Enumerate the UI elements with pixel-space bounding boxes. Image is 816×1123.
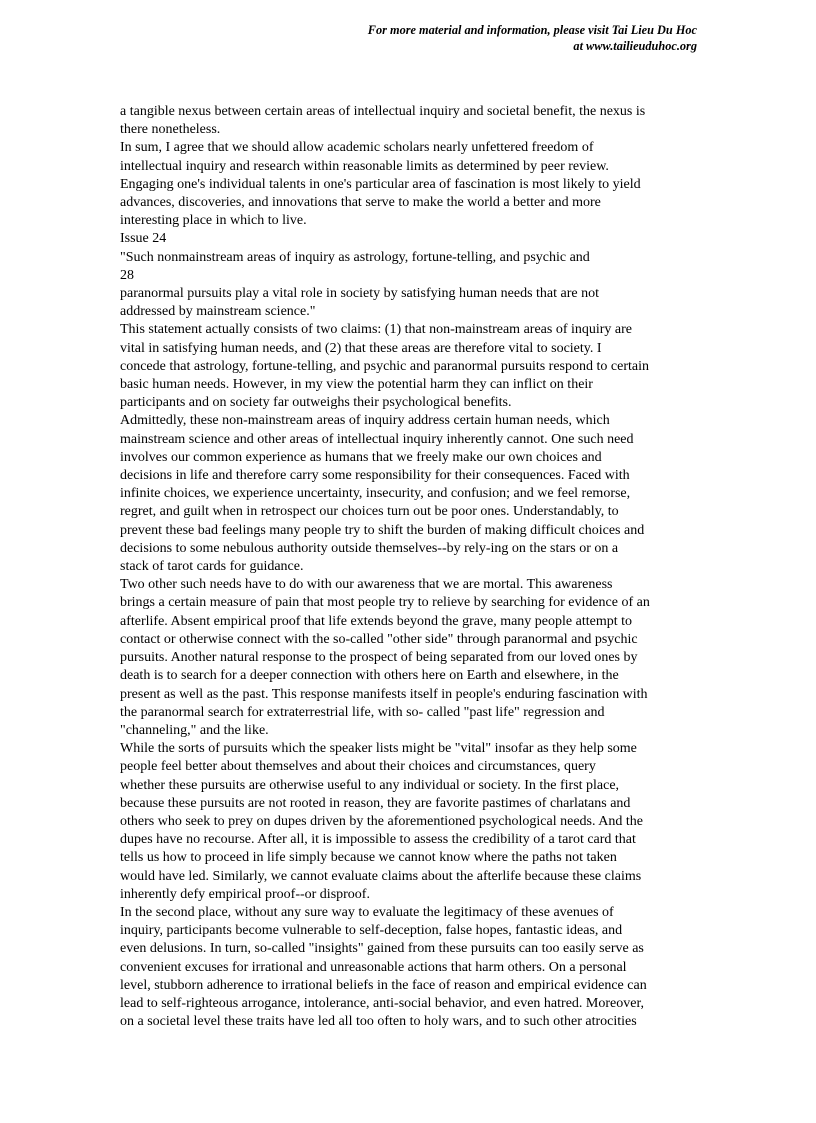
text-line: regret, and guilt when in retrospect our choices turn out be poor ones. Understandably, to [120, 504, 619, 520]
text-line: 28 [120, 267, 134, 283]
text-line: paranormal pursuits play a vital role in society by satisfying human needs that are not [120, 286, 599, 302]
text-line: dupes have no recourse. After all, it is impossible to assess the credibility of a tarot card that [120, 832, 636, 848]
text-line: In sum, I agree that we should allow academic scholars nearly unfettered freedom of [120, 140, 594, 156]
text-line: even delusions. In turn, so-called "insights" gained from these pursuits can too easily serve as [120, 941, 644, 957]
text-line: decisions in life and therefore carry some responsibility for their consequences. Faced with [120, 468, 630, 484]
text-line: "Such nonmainstream areas of inquiry as astrology, fortune-telling, and psychic and [120, 249, 590, 265]
text-line: contact or otherwise connect with the so-called "other side" through paranormal and psychic [120, 631, 638, 647]
text-line: level, stubborn adherence to irrational beliefs in the face of reason and empirical evidence can [120, 977, 647, 993]
text-line: people feel better about themselves and about their choices and circumstances, query [120, 759, 596, 775]
text-line: on a societal level these traits have led all too often to holy wars, and to such other atrocities [120, 1014, 637, 1030]
text-line: whether these pursuits are otherwise useful to any individual or society. In the first place, [120, 777, 620, 793]
text-line: infinite choices, we experience uncertainty, insecurity, and confusion; and we feel remorse, [120, 486, 631, 502]
text-line: vital in satisfying human needs, and (2) that these areas are therefore vital to society. I [120, 340, 602, 356]
text-line: inherently defy empirical proof--or disproof. [120, 886, 370, 902]
text-line: participants and on society far outweighs their psychological benefits. [120, 395, 512, 411]
text-line: addressed by mainstream science." [120, 304, 316, 320]
text-line: prevent these bad feelings many people try to shift the burden of making difficult choices and [120, 522, 645, 538]
text-line: decisions to some nebulous authority outside themselves--by rely-ing on the stars or on a [120, 540, 619, 556]
text-line: This statement actually consists of two claims: (1) that non-mainstream areas of inquiry are [120, 322, 633, 338]
text-line: involves our common experience as humans that we freely make our own choices and [120, 449, 602, 465]
text-line: Issue 24 [120, 231, 167, 247]
header-line-2: at www.tailieuduhoc.org [573, 39, 697, 53]
text-line: afterlife. Absent empirical proof that life extends beyond the grave, many people attempt to [120, 613, 632, 629]
text-line: convenient excuses for irrational and unreasonable actions that harm others. On a personal [120, 959, 627, 975]
text-line: "channeling," and the like. [120, 722, 269, 738]
text-line: In the second place, without any sure way to evaluate the legitimacy of these avenues of [120, 904, 614, 920]
text-line: inquiry, participants become vulnerable to self-deception, false hopes, fantastic ideas, and [120, 923, 623, 939]
text-line: Admittedly, these non-mainstream areas of inquiry address certain human needs, which [120, 413, 610, 429]
text-line: there nonetheless. [120, 122, 221, 138]
text-line: tells us how to proceed in life simply because we cannot know where the paths not taken [120, 850, 617, 866]
text-line: interesting place in which to live. [120, 213, 307, 229]
text-line: because these pursuits are not rooted in reason, they are favorite pastimes of charlatans and [120, 795, 631, 811]
text-line: death is to search for a deeper connection with others here on Earth and elsewhere, in the [120, 668, 619, 684]
text-line: Two other such needs have to do with our awareness that we are mortal. This awareness [120, 577, 613, 593]
text-line: lead to self-righteous arrogance, intolerance, anti-social behavior, and even hatred. Moreover, [120, 995, 645, 1011]
header-line-1: For more material and information, please visit Tai Lieu Du Hoc [367, 23, 697, 37]
text-line: concede that astrology, fortune-telling, and psychic and paranormal pursuits respond to certain [120, 358, 649, 374]
text-line: present as well as the past. This response manifests itself in people's enduring fascination with [120, 686, 648, 702]
text-line: mainstream science and other areas of intellectual inquiry inherently cannot. One such need [120, 431, 634, 447]
document-body [120, 103, 700, 1031]
text-line: pursuits. Another natural response to the prospect of being separated from our loved ones by [120, 650, 638, 666]
text-line: would have led. Similarly, we cannot evaluate claims about the afterlife because these claims [120, 868, 642, 884]
page-header [368, 22, 697, 54]
text-line: the paranormal search for extraterrestrial life, with so- called "past life" regression and [120, 704, 605, 720]
text-line: basic human needs. However, in my view the potential harm they can inflict on their [120, 377, 593, 393]
text-line: a tangible nexus between certain areas of intellectual inquiry and societal benefit, the nexus is [120, 104, 646, 119]
text-line: intellectual inquiry and research within reasonable limits as determined by peer review. [120, 158, 609, 174]
text-line: advances, discoveries, and innovations that serve to make the world a better and more [120, 195, 601, 211]
text-line: Engaging one's individual talents in one's particular area of fascination is most likely to yield [120, 176, 641, 192]
text-line: others who seek to prey on dupes driven by the aforementioned psychological needs. And the [120, 813, 643, 829]
text-line: While the sorts of pursuits which the speaker lists might be "vital" insofar as they help some [120, 741, 637, 757]
text-line: stack of tarot cards for guidance. [120, 559, 304, 575]
text-line: brings a certain measure of pain that most people try to relieve by searching for evidence of an [120, 595, 650, 611]
